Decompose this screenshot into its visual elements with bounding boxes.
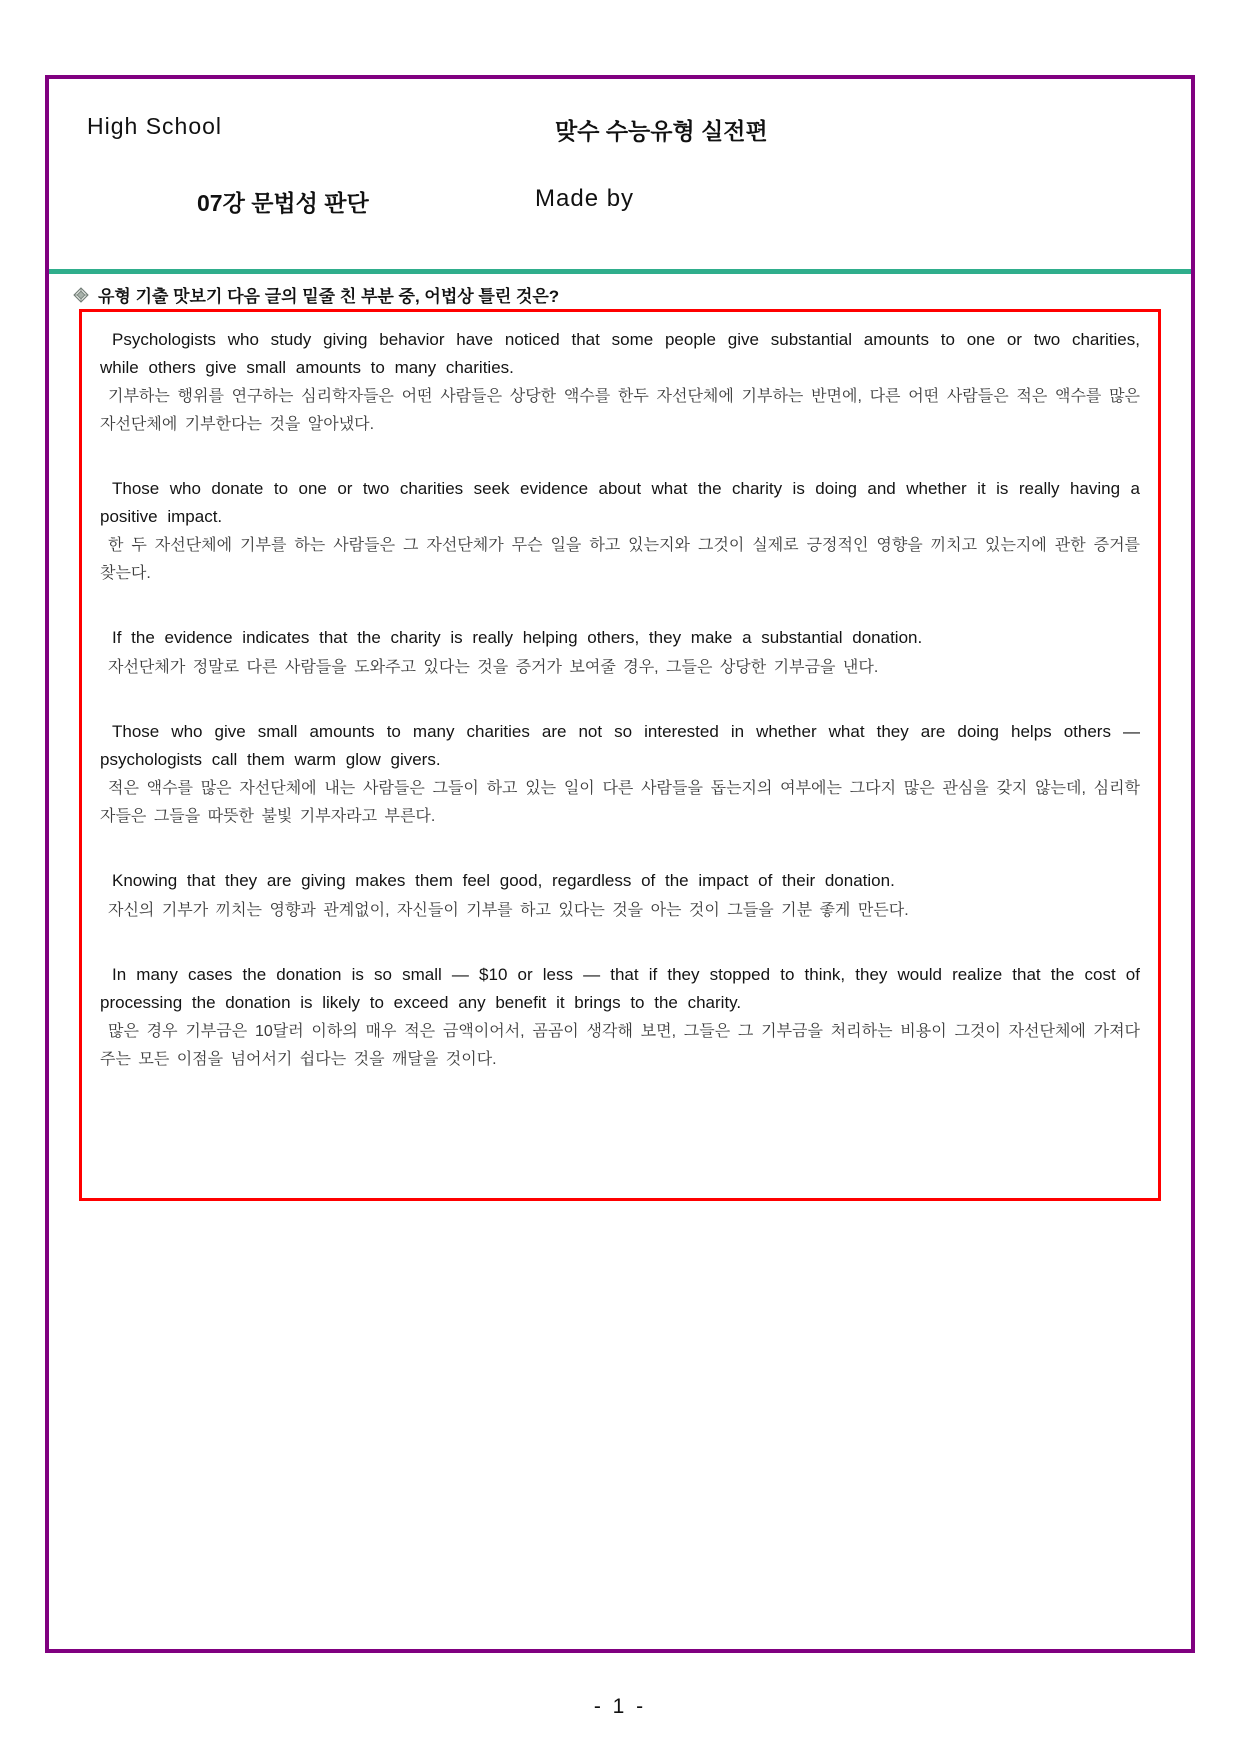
header-made-by-label: Made by	[535, 185, 635, 212]
page-number: - 1 -	[593, 1695, 647, 1718]
passage-korean-translation: 한 두 자선단체에 기부를 하는 사람들은 그 자선단체가 무슨 일을 하고 있는지와 그것이 실제로 긍정적인 영향을 끼치고 있는지에 관한 증거를 찾는다.	[100, 537, 1140, 582]
header-series-title: 맞수 수능유형 실전편	[555, 118, 768, 144]
passage-pair	[100, 718, 1140, 830]
passage-korean-translation: 자신의 기부가 끼치는 영향과 관계없이, 자신들이 기부를 하고 있다는 것을 아는 것이 그들을 기분 좋게 만든다.	[108, 901, 909, 919]
question-prompt	[73, 282, 559, 307]
passage-pair	[100, 867, 1140, 924]
passage-korean-translation: 자선단체가 정말로 다른 사람들을 도와주고 있다는 것을 증거가 보여줄 경우, 그들은 상당한 기부금을 낸다.	[108, 658, 879, 676]
passage-pair	[100, 475, 1140, 587]
passage-pair	[100, 624, 1140, 681]
passage-english-sentence: Psychologists who study giving behavior have noticed that some people give substantial amounts to one or two charities, while others give small amounts to many charities.	[100, 330, 1140, 377]
passage-box	[79, 309, 1161, 1201]
page-frame	[45, 75, 1195, 1653]
header-lesson-title: 07강 문법성 판단	[197, 190, 369, 216]
passage-english-sentence: In many cases the donation is so small — $10 or less — that if they stopped to think, they would realize that the cost of processing the donation is likely to exceed any benefit it brings to the charity.	[100, 965, 1140, 1012]
passage-korean-translation: 적은 액수를 많은 자선단체에 내는 사람들은 그들이 하고 있는 일이 다른 사람들을 돕는지의 여부에는 그다지 많은 관심을 갖지 않는데, 심리학자들은 그들을 따뜻한 불빛 기부자라고 부른다.	[100, 780, 1140, 825]
question-prompt-label: 유형 기출 맛보기 다음 글의 밑줄 친 부분 중, 어법상 틀린 것은?	[98, 287, 560, 306]
passage-korean-translation: 많은 경우 기부금은 10달러 이하의 매우 적은 금액이어서, 곰곰이 생각해 보면, 그들은 그 기부금을 처리하는 비용이 그것이 자선단체에 가져다주는 모든 이점을 넘어서기 쉽다는 것을 깨달을 것이다.	[100, 1023, 1140, 1068]
diamond-gem-icon	[73, 287, 89, 303]
passage-korean-translation: 기부하는 행위를 연구하는 심리학자들은 어떤 사람들은 상당한 액수를 한두 자선단체에 기부하는 반면에, 다른 어떤 사람들은 적은 액수를 많은 자선단체에 기부한다는 것을 알아냈다.	[100, 388, 1140, 433]
passage-english-sentence: Those who donate to one or two charities seek evidence about what the charity is doing and whether it is really having a positive impact.	[100, 479, 1140, 526]
header-school-name: High School	[87, 113, 223, 139]
passage-english-sentence: Knowing that they are giving makes them feel good, regardless of the impact of their donation.	[112, 871, 895, 891]
header-divider-line	[49, 269, 1191, 274]
passage-pair	[100, 961, 1140, 1073]
passage-english-sentence: Those who give small amounts to many charities are not so interested in whether what they are doing helps others — psychologists call them warm glow givers.	[100, 722, 1140, 769]
passage-english-sentence: If the evidence indicates that the charity is really helping others, they make a substantial donation.	[112, 628, 923, 648]
passage-pair	[100, 326, 1140, 438]
